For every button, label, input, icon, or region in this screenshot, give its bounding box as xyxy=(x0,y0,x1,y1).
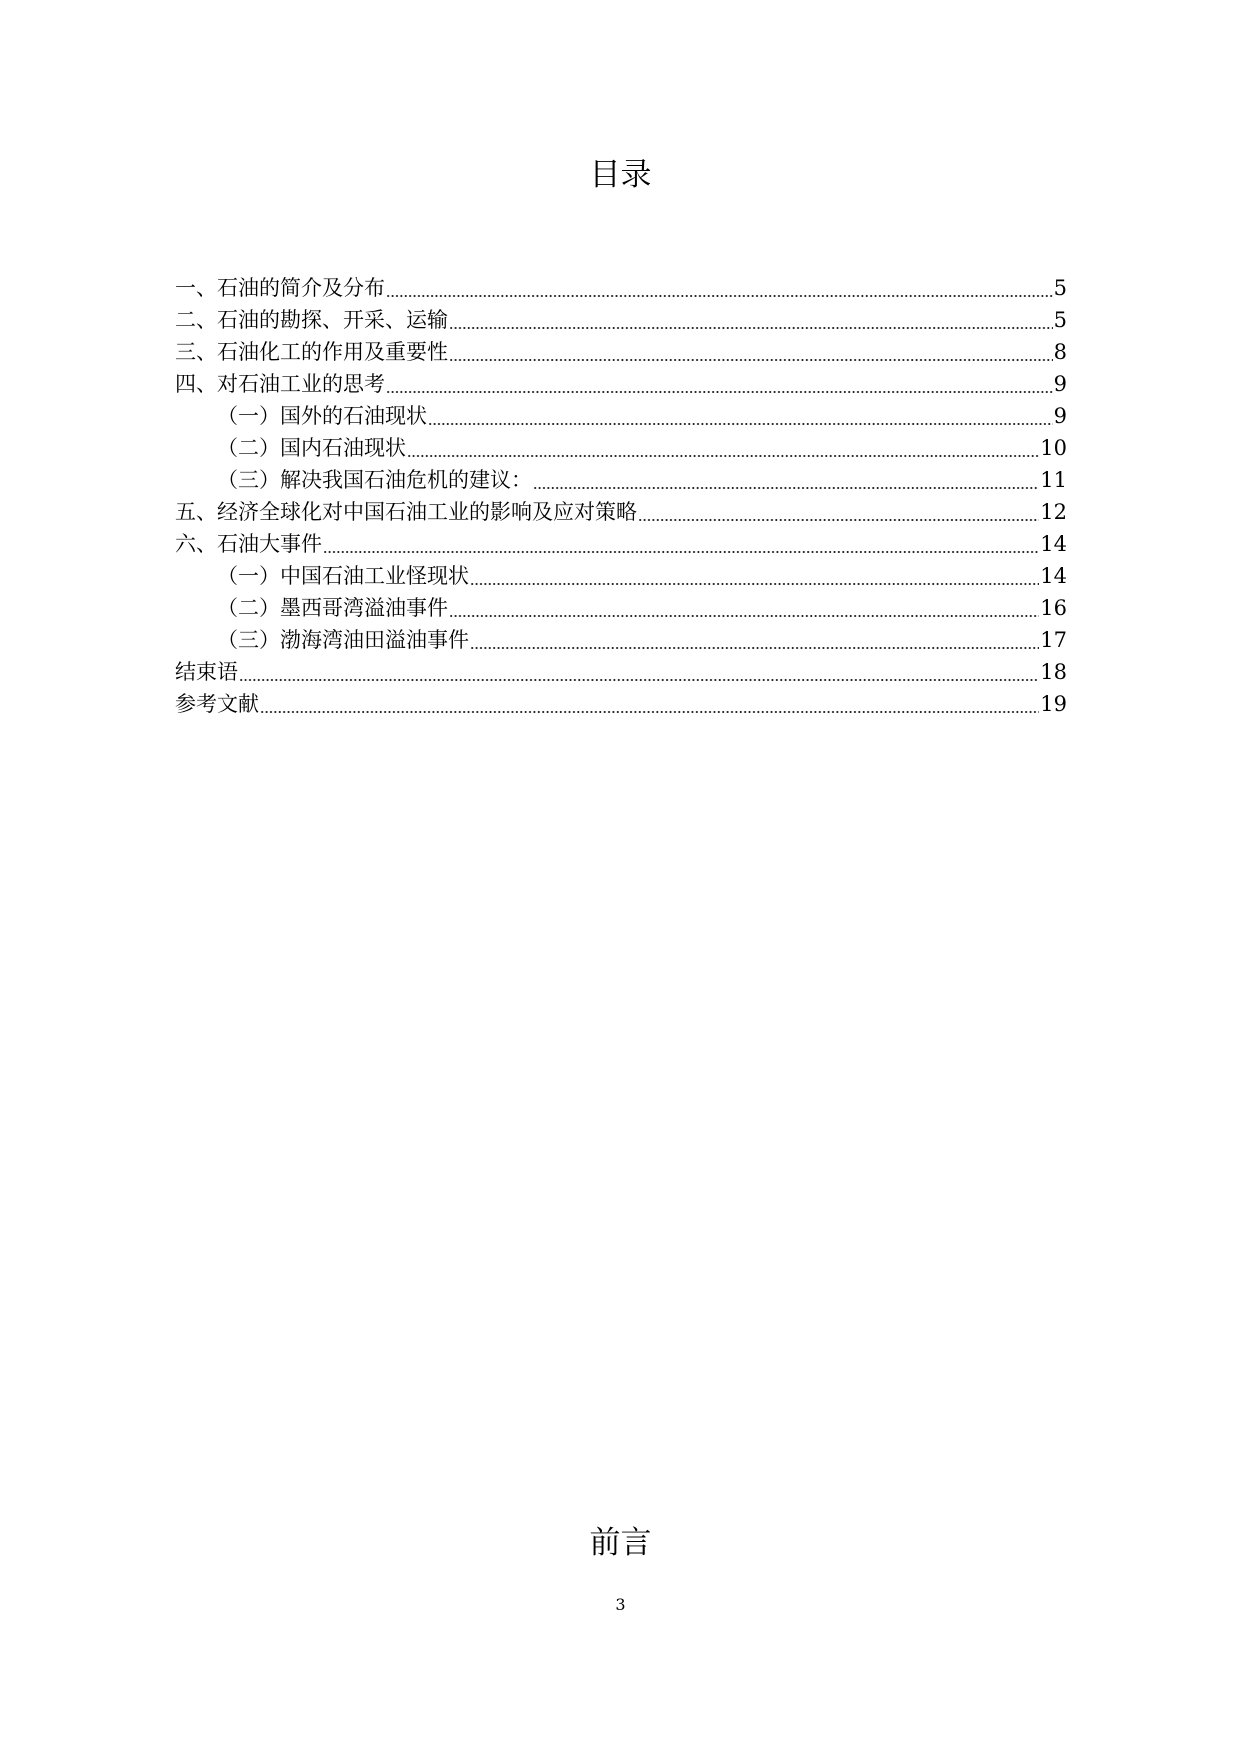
toc-subentry[interactable] xyxy=(175,464,1067,496)
toc-page-number: 19 xyxy=(1040,692,1067,716)
toc-entry[interactable] xyxy=(175,304,1067,336)
toc-subentry[interactable] xyxy=(175,592,1067,624)
toc-dot-leader xyxy=(449,592,1039,624)
toc-entry-label: 结束语 xyxy=(175,660,238,684)
section-heading: 前言 xyxy=(589,1525,652,1561)
toc-dot-leader xyxy=(260,688,1039,720)
toc-subentry-label: （一）国外的石油现状 xyxy=(217,404,427,428)
toc-title: 目录 xyxy=(589,157,652,193)
toc-entry[interactable] xyxy=(175,496,1067,528)
toc-dot-leader xyxy=(638,496,1039,528)
toc-page-number: 5 xyxy=(1053,308,1067,332)
toc-entry-label: 二、石油的勘探、开采、运输 xyxy=(175,308,448,332)
toc-subentry[interactable] xyxy=(175,432,1067,464)
toc-dot-leader xyxy=(386,272,1053,304)
toc-entry-label: 三、石油化工的作用及重要性 xyxy=(175,340,448,364)
toc-entry[interactable] xyxy=(175,368,1067,400)
toc-dot-leader xyxy=(533,464,1039,496)
toc-page-number: 8 xyxy=(1053,340,1067,364)
toc-entry-label: 六、石油大事件 xyxy=(175,532,322,556)
toc-page-number: 10 xyxy=(1040,436,1067,460)
toc-page-number: 14 xyxy=(1040,564,1067,588)
toc-entry-label: 一、石油的简介及分布 xyxy=(175,276,385,300)
toc-entry[interactable] xyxy=(175,656,1067,688)
toc-dot-leader xyxy=(470,624,1039,656)
toc-dot-leader xyxy=(239,656,1039,688)
toc-subentry-label: （三）解决我国石油危机的建议： xyxy=(217,468,532,492)
toc-subentry[interactable] xyxy=(175,400,1067,432)
toc-subentry[interactable] xyxy=(175,560,1067,592)
toc-page-number: 9 xyxy=(1053,404,1067,428)
table-of-contents xyxy=(175,272,1067,720)
toc-entry[interactable] xyxy=(175,688,1067,720)
toc-page-number: 16 xyxy=(1040,596,1067,620)
toc-dot-leader xyxy=(323,528,1039,560)
page-number: 3 xyxy=(615,1595,626,1614)
toc-entry-label: 四、对石油工业的思考 xyxy=(175,372,385,396)
toc-dot-leader xyxy=(470,560,1039,592)
toc-dot-leader xyxy=(449,304,1053,336)
toc-page-number: 17 xyxy=(1040,628,1067,652)
toc-page-number: 5 xyxy=(1053,276,1067,300)
toc-dot-leader xyxy=(449,336,1053,368)
toc-dot-leader xyxy=(386,368,1053,400)
toc-subentry-label: （一）中国石油工业怪现状 xyxy=(217,564,469,588)
toc-page-number: 11 xyxy=(1040,468,1067,492)
toc-subentry-label: （二）国内石油现状 xyxy=(217,436,406,460)
toc-entry[interactable] xyxy=(175,336,1067,368)
toc-entry[interactable] xyxy=(175,272,1067,304)
toc-entry-label: 参考文献 xyxy=(175,692,259,716)
toc-page-number: 12 xyxy=(1040,500,1067,524)
toc-page-number: 9 xyxy=(1053,372,1067,396)
toc-dot-leader xyxy=(428,400,1053,432)
toc-dot-leader xyxy=(407,432,1039,464)
toc-page-number: 18 xyxy=(1040,660,1067,684)
toc-subentry-label: （二）墨西哥湾溢油事件 xyxy=(217,596,448,620)
toc-subentry-label: （三）渤海湾油田溢油事件 xyxy=(217,628,469,652)
toc-entry-label: 五、经济全球化对中国石油工业的影响及应对策略 xyxy=(175,500,637,524)
toc-subentry[interactable] xyxy=(175,624,1067,656)
toc-page-number: 14 xyxy=(1040,532,1067,556)
toc-entry[interactable] xyxy=(175,528,1067,560)
